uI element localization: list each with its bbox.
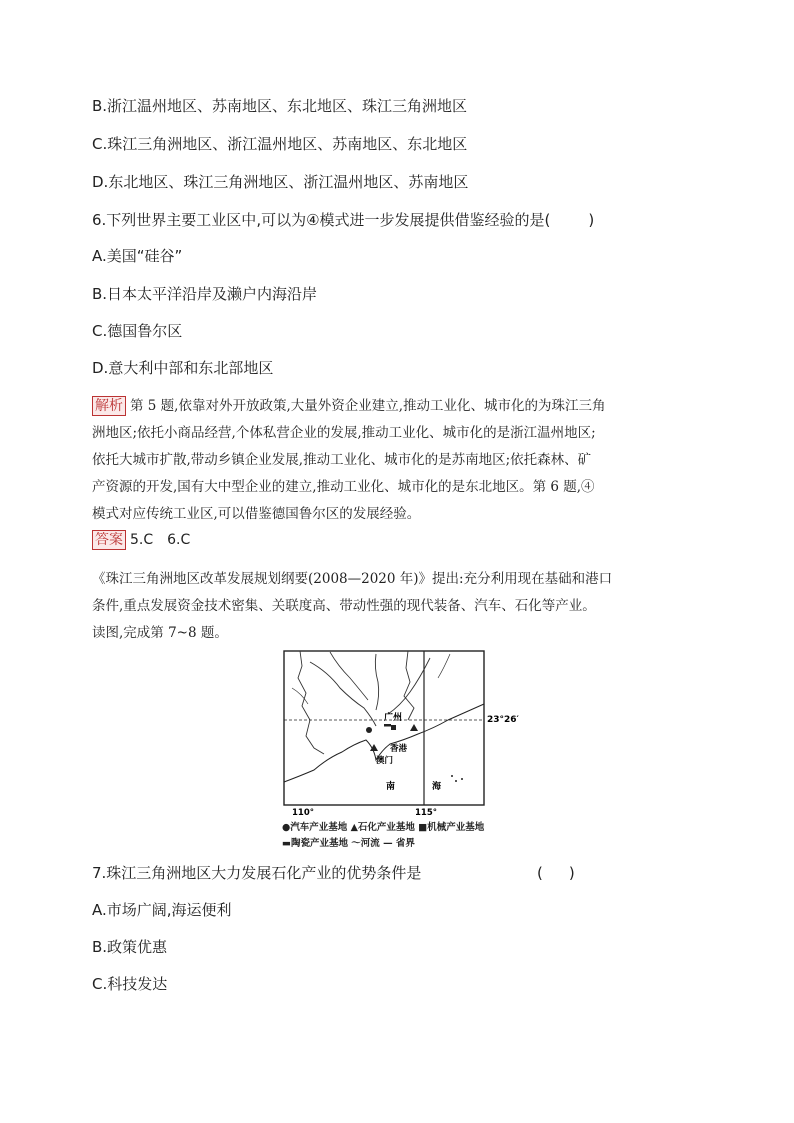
- label-lat: 23°26′: [487, 715, 519, 725]
- intro-line-3: 读图,完成第 7~8 题。: [92, 625, 228, 641]
- analysis-line-2: 洲地区;依托小商品经营,个体私营企业的发展,推动工业化、城市化的是浙江温州地区;: [92, 425, 596, 441]
- q7-stem: [92, 863, 421, 883]
- intro-block: [92, 566, 702, 647]
- pearl-river-delta-map: [280, 648, 519, 818]
- q6-option-c: C.德国鲁尔区: [92, 322, 183, 340]
- q6-stem: [92, 210, 594, 230]
- q6-close-paren: ): [588, 211, 595, 229]
- island-dot: [461, 778, 463, 780]
- q5-option-c: C.珠江三角洲地区、浙江温州地区、苏南地区、东北地区: [92, 135, 468, 153]
- map-legend-row-1: [282, 822, 484, 834]
- machinery-base-symbol: [391, 725, 396, 730]
- label-guangzhou: 广州: [384, 713, 403, 723]
- analysis-tag: 解析: [92, 396, 126, 416]
- label-lon115: 115°: [415, 808, 437, 818]
- label-sea-south: 南: [386, 782, 396, 792]
- ceramics-base-symbol: [384, 724, 391, 727]
- river-north-1: [330, 652, 368, 700]
- river-beijiang: [375, 654, 378, 710]
- river-xijiang: [310, 662, 376, 726]
- q7-option-a: A.市场广阔,海运便利: [92, 901, 232, 919]
- analysis-line-4: 产资源的开发,国有大中型企业的建立,推动工业化、城市化的是东北地区。第 6 题,④: [92, 479, 595, 495]
- map-legend-row-2: [282, 838, 415, 850]
- legend-machinery: ■机械产业基地: [418, 822, 485, 833]
- label-lon110: 110°: [292, 808, 314, 818]
- q7-stem-text: 7.珠江三角洲地区大力发展石化产业的优势条件是: [92, 864, 422, 882]
- island-dot: [455, 780, 457, 782]
- province-border-east: [404, 651, 414, 720]
- intro-line-1: 《珠江三角洲地区改革发展规划纲要(2008—2020 年)》提出:充分利用现在基础和港口: [92, 571, 613, 587]
- analysis-line-5: 模式对应传统工业区,可以借鉴德国鲁尔区的发展经验。: [92, 506, 421, 522]
- q7-answer-paren: [537, 863, 575, 883]
- analysis-block: [92, 393, 702, 528]
- q7-paren-close: ): [568, 864, 575, 882]
- analysis-line-1: [92, 393, 702, 420]
- q5-option-d: D.东北地区、珠江三角洲地区、浙江温州地区、苏南地区: [92, 173, 469, 191]
- answer-line: [92, 530, 190, 550]
- legend-ceramics: ▬陶瓷产业基地: [282, 838, 348, 849]
- answer-tag: 答案: [92, 530, 126, 550]
- label-sea-hai: 海: [432, 782, 442, 792]
- q5-option-b: B.浙江温州地区、苏南地区、东北地区、珠江三角洲地区: [92, 97, 468, 115]
- river-west-2: [292, 688, 308, 704]
- legend-border: — 省界: [383, 838, 415, 849]
- q6-option-a: A.美国“硅谷”: [92, 247, 183, 265]
- q7-option-c: C.科技发达: [92, 975, 168, 993]
- province-border-west: [298, 651, 324, 754]
- island-dot: [451, 775, 453, 777]
- q6-stem-text: 6.下列世界主要工业区中,可以为④模式进一步发展提供借鉴经验的是(: [92, 211, 551, 229]
- q6-option-b: B.日本太平洋沿岸及濑户内海沿岸: [92, 285, 318, 303]
- label-hongkong: 香港: [390, 744, 408, 754]
- auto-base-symbol: [366, 727, 372, 733]
- legend-river: 〜河流: [351, 838, 380, 849]
- q7-paren-open: (: [537, 864, 543, 882]
- q6-option-d: D.意大利中部和东北部地区: [92, 359, 274, 377]
- legend-auto: ●汽车产业基地: [282, 822, 348, 833]
- river-east-2: [438, 654, 450, 678]
- map-frame: [284, 651, 484, 805]
- analysis-line-3: 依托大城市扩散,带动乡镇企业发展,推动工业化、城市化的是苏南地区;依托森林、矿: [92, 452, 592, 468]
- answer-text: 5.C 6.C: [130, 532, 191, 548]
- analysis-line-1-text: 第 5 题,依靠对外开放政策,大量外资企业建立,推动工业化、城市化的为珠江三角: [130, 398, 606, 414]
- q7-option-b: B.政策优惠: [92, 938, 168, 956]
- label-macau: 澳门: [376, 756, 394, 766]
- intro-line-2: 条件,重点发展资金技术密集、关联度高、带动性强的现代装备、汽车、石化等产业。: [92, 598, 596, 614]
- petrochemical-base-symbol-1: [410, 724, 418, 731]
- legend-petrochemical: ▲石化产业基地: [350, 822, 415, 833]
